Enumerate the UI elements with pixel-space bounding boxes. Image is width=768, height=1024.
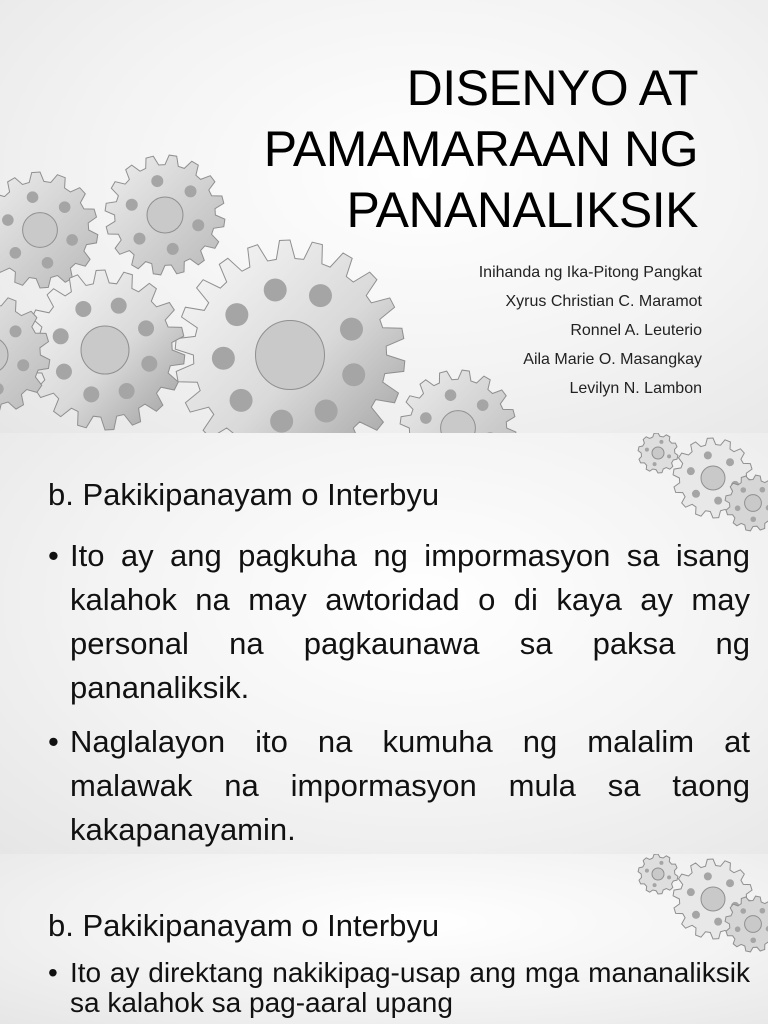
gear-hub bbox=[745, 916, 762, 933]
gear-hole bbox=[740, 908, 746, 914]
gear-hole bbox=[342, 363, 365, 386]
gear-hole bbox=[17, 359, 29, 371]
gear-hub bbox=[256, 321, 325, 390]
gear-hole bbox=[167, 243, 179, 255]
gear-hub bbox=[701, 887, 725, 911]
gear-hole bbox=[687, 888, 695, 896]
gear-hole bbox=[735, 926, 741, 932]
gear-hub bbox=[701, 466, 725, 490]
gear-hole bbox=[645, 869, 649, 873]
gear-hole bbox=[83, 386, 99, 402]
bullet-dot: • bbox=[48, 538, 59, 573]
gear-hole bbox=[10, 325, 22, 337]
bullet-item bbox=[48, 958, 750, 1018]
gear-hole bbox=[667, 875, 671, 879]
gear-hole bbox=[420, 412, 432, 424]
title-line-3: PANANALIKSIK bbox=[346, 182, 698, 238]
bullet-text: Ito ay direktang nakikipag-usap ang mga mananaliksik sa kalahok sa pag-aaral upang bbox=[70, 957, 750, 1018]
title-line-2: PAMAMARAAN NG bbox=[263, 121, 698, 177]
gear-hole bbox=[138, 320, 154, 336]
gear-hub bbox=[652, 868, 664, 880]
gear-hole bbox=[119, 383, 135, 399]
gear-hole bbox=[740, 487, 746, 493]
bullet-text: Ito ay ang pagkuha ng impormasyon sa isang kalahok na may awtoridad o di kaya ay may personal na pagkaunawa sa paksa ng pananaliksik. bbox=[70, 538, 750, 705]
gear-hole bbox=[53, 328, 69, 344]
gear-hole bbox=[714, 497, 722, 505]
bullet-list bbox=[48, 534, 750, 854]
gear-hole bbox=[687, 467, 695, 475]
gear-hole bbox=[75, 301, 91, 317]
gear-hole bbox=[111, 298, 127, 314]
bullet-dot: • bbox=[48, 724, 59, 759]
gear-hole bbox=[726, 879, 734, 887]
gear-hole bbox=[750, 937, 756, 943]
content-slide bbox=[0, 433, 768, 854]
presenter-subtitle: Inihanda ng Ika-Pitong Pangkat bbox=[478, 264, 702, 281]
gear-hole bbox=[704, 451, 712, 459]
presenter-name: Ronnel A. Leuterio bbox=[570, 322, 702, 339]
bullet-text: Naglalayon ito na kumuha ng malalim at malawak na impormasyon mula sa taong kakapanayamin. bbox=[70, 724, 750, 847]
gear-hole bbox=[42, 257, 54, 269]
gear-hub bbox=[81, 326, 129, 374]
gear-hole bbox=[340, 318, 363, 341]
gear-hole bbox=[315, 400, 338, 423]
slide-heading: b. Pakikipanayam o Interbyu bbox=[48, 908, 440, 943]
gear-hole bbox=[750, 516, 756, 522]
gears-icon bbox=[618, 854, 768, 964]
bullet-dot: • bbox=[48, 957, 58, 988]
gear-hole bbox=[270, 410, 293, 433]
gear-hole bbox=[230, 389, 253, 412]
gear-hole bbox=[653, 883, 657, 887]
gear-hole bbox=[692, 490, 700, 498]
gear-hole bbox=[726, 458, 734, 466]
gear-hole bbox=[445, 389, 457, 401]
gear-hole bbox=[309, 284, 332, 307]
gear-hole bbox=[645, 448, 649, 452]
gear-hole bbox=[659, 861, 663, 865]
gear-hole bbox=[704, 872, 712, 880]
gear-hole bbox=[10, 247, 22, 259]
bullet-list bbox=[48, 958, 750, 1024]
gear-hole bbox=[126, 199, 138, 211]
title-line-1: DISENYO AT bbox=[406, 60, 698, 116]
gear-hole bbox=[264, 278, 287, 301]
gear-hole bbox=[735, 505, 741, 511]
gear-hole bbox=[212, 347, 235, 370]
gear-hole bbox=[692, 911, 700, 919]
gear-hole bbox=[56, 364, 72, 380]
gear-hole bbox=[653, 462, 657, 466]
bullet-item bbox=[48, 534, 750, 710]
gear-hub bbox=[745, 495, 762, 512]
slide-heading: b. Pakikipanayam o Interbyu bbox=[48, 477, 440, 512]
gear-hole bbox=[225, 303, 248, 326]
gears-icon bbox=[618, 433, 768, 543]
gear-hole bbox=[667, 454, 671, 458]
content-slide bbox=[0, 854, 768, 1024]
gear-hole bbox=[760, 908, 766, 914]
presenter-name: Levilyn N. Lambon bbox=[569, 380, 702, 397]
bullet-item bbox=[48, 720, 750, 852]
gear-hole bbox=[66, 234, 78, 246]
gear-hub bbox=[652, 447, 664, 459]
presenter-name: Xyrus Christian C. Maramot bbox=[505, 293, 702, 310]
gear-hole bbox=[659, 440, 663, 444]
gear-hole bbox=[714, 918, 722, 926]
slide-title bbox=[138, 58, 698, 241]
presenter-name: Aila Marie O. Masangkay bbox=[523, 351, 702, 368]
gear-hole bbox=[59, 201, 71, 213]
gear-hole bbox=[760, 487, 766, 493]
gear-hole bbox=[2, 214, 14, 226]
gear-hub bbox=[23, 213, 58, 248]
presenter-list bbox=[479, 258, 702, 403]
gear-hole bbox=[27, 191, 39, 203]
title-slide bbox=[0, 0, 768, 433]
gear-hole bbox=[141, 356, 157, 372]
